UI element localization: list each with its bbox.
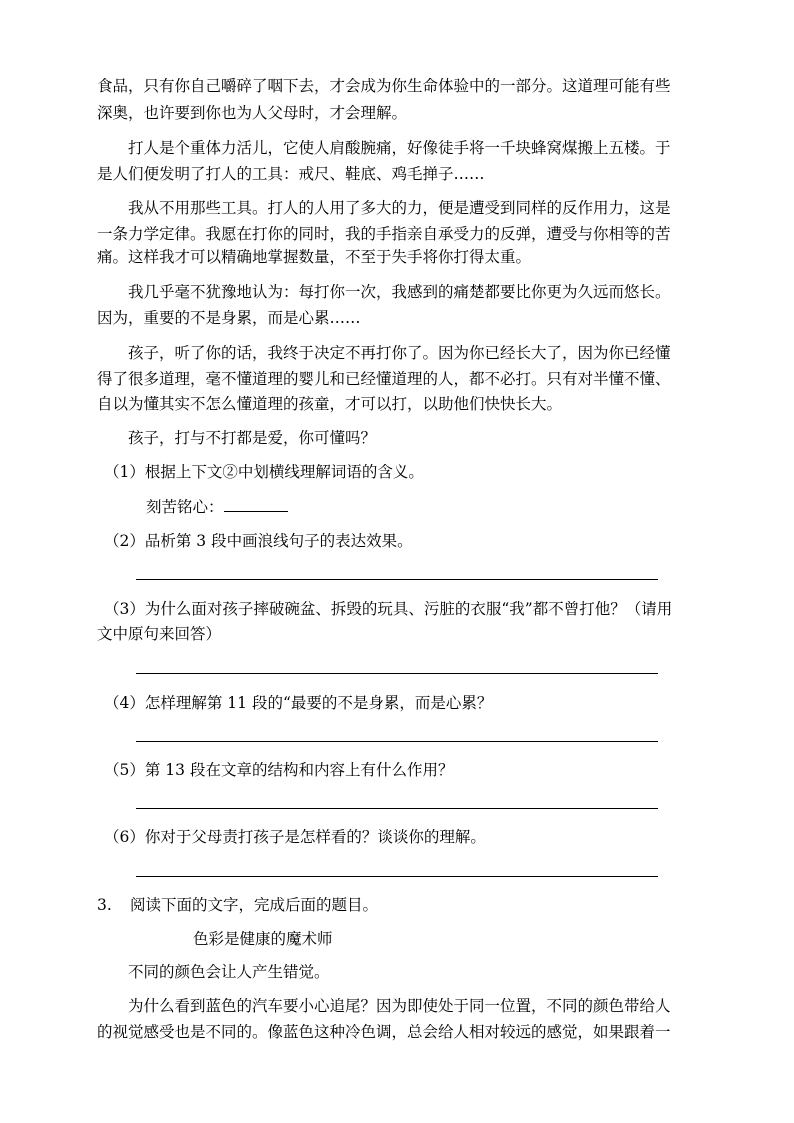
question-2: （2）品析第 3 段中画浪线句子的表达效果。: [104, 532, 413, 550]
answer-line[interactable]: [136, 579, 658, 580]
passage-line: 孩子，听了你的话，我终于决定不再打你了。因为你已经长大了，因为你已经懂: [128, 344, 671, 362]
answer-line[interactable]: [136, 876, 658, 877]
question-4: （4）怎样理解第 11 段的“最要的不是身累，而是心累？: [104, 694, 493, 712]
section-3-number: 3.: [97, 896, 112, 914]
passage-line: 我从不用那些工具。打人的人用了多大的力，便是遭受到同样的反作用力，这是: [128, 199, 671, 217]
passage-line: 打人是个重体力活儿，它使人肩酸腕痛，好像徒手将一千块蜂窝煤搬上五楼。于: [128, 139, 671, 157]
question-1-term: [146, 497, 288, 517]
article-line: 的视觉感受也是不同的。像蓝色这种冷色调，总会给人相对较远的感觉，如果跟着一: [97, 1023, 671, 1041]
question-3-line: 文中原句来回答）: [97, 625, 222, 643]
term-label: 刻苦铭心：: [146, 498, 224, 516]
passage-line: 我几乎毫不犹豫地认为：每打你一次，我感到的痛楚都要比你更为久远而悠长。: [128, 283, 671, 301]
answer-line[interactable]: [136, 741, 658, 742]
passage-line: 痛。这样我才可以精确地掌握数量，不至于失手将你打得太重。: [97, 248, 532, 266]
section-3-instruction: 阅读下面的文字，完成后面的题目。: [130, 896, 379, 914]
passage-line: 食品，只有你自己嚼碎了咽下去，才会成为你生命体验中的一部分。这道理可能有些: [97, 77, 671, 95]
article-title: 色彩是健康的魔术师: [193, 930, 333, 948]
question-3-line: （3）为什么面对孩子摔破碗盆、拆毁的玩具、污脏的衣服“我”都不曾打他？（请用: [104, 600, 673, 618]
passage-line: 深奥，也许要到你也为人父母时，才会理解。: [97, 104, 408, 122]
article-line: 为什么看到蓝色的汽车要小心追尾？因为即使处于同一位置，不同的颜色带给人: [128, 997, 671, 1015]
answer-line[interactable]: [136, 808, 658, 809]
passage-line: 是人们便发明了打人的工具：戒尺、鞋底、鸡毛掸子……: [97, 165, 485, 183]
passage-line: 孩子，打与不打都是爱，你可懂吗？: [128, 429, 377, 447]
question-5: （5）第 13 段在文章的结构和内容上有什么作用？: [104, 761, 454, 779]
answer-line[interactable]: [136, 673, 658, 674]
passage-line: 因为，重要的不是身累，而是心累……: [97, 309, 361, 327]
question-6: （6）你对于父母责打孩子是怎样看的？谈谈你的理解。: [104, 828, 486, 846]
question-1: （1）根据上下文②中划横线理解词语的含义。: [104, 463, 424, 481]
article-line: 不同的颜色会让人产生错觉。: [128, 963, 330, 981]
passage-line: 得了很多道理，毫不懂道理的婴儿和已经懂道理的人，都不必打。只有对半懂不懂、: [97, 370, 671, 388]
answer-blank[interactable]: [224, 497, 288, 512]
passage-line: 一条力学定律。我愿在打你的同时，我的手指亲自承受力的反弹，遭受与你相等的苦: [97, 225, 671, 243]
passage-line: 自以为懂其实不怎么懂道理的孩童，才可以打，以助他们快快长大。: [97, 395, 563, 413]
